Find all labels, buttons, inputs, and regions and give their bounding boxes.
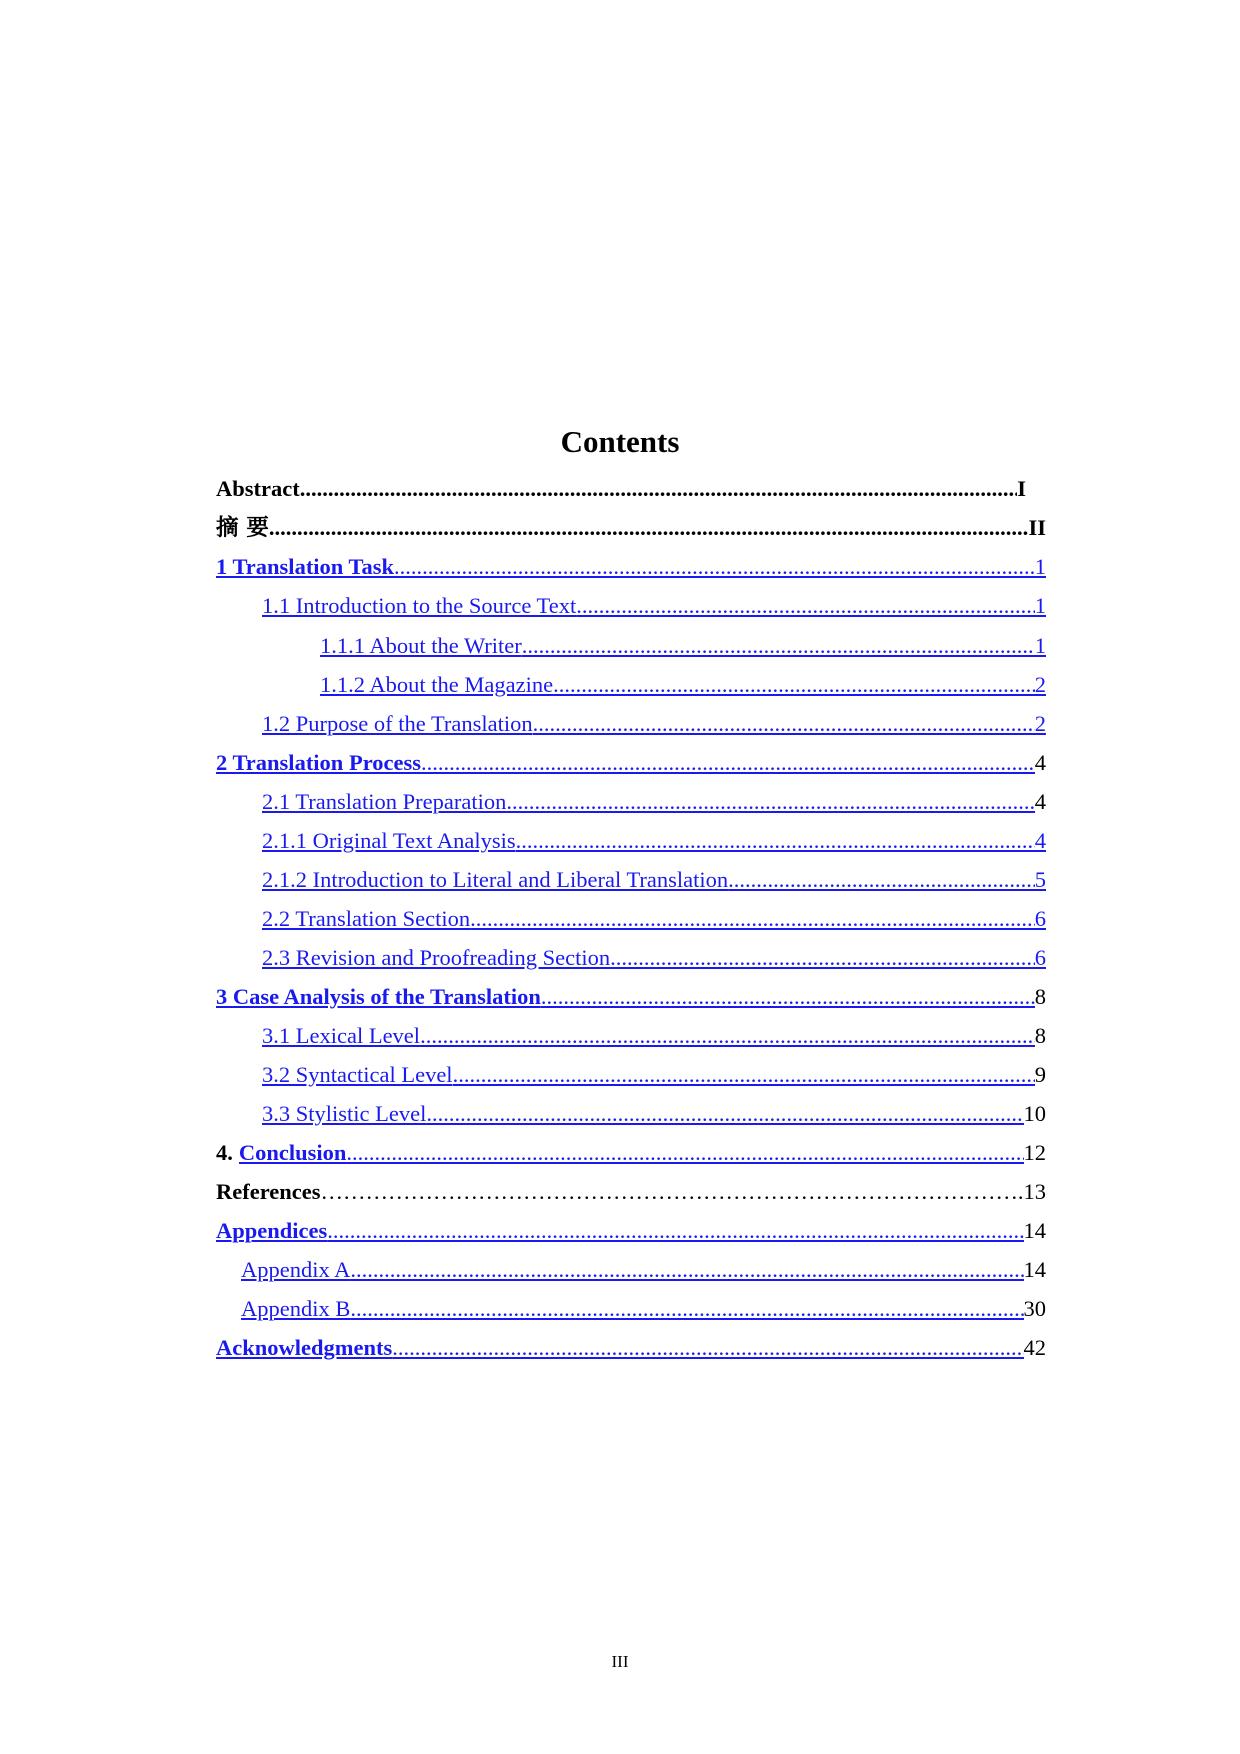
toc-page-number: 2 [1034,711,1046,736]
toc-entry-label: 2 Translation Process [216,750,422,775]
toc-page-number: 10 [1023,1101,1046,1126]
toc-link-translation-section[interactable] [262,903,1046,933]
toc-link-revision-proofreading[interactable] [262,942,1046,972]
toc-page-number: 1 [1034,554,1046,579]
toc-page-number: 4 [1034,789,1046,814]
toc-entry-label: 2.1.1 Original Text Analysis [262,828,516,853]
toc-entry-label: 3.2 Syntactical Level [262,1062,453,1087]
toc-link-about-magazine[interactable] [320,669,1046,699]
toc-leader-dots [728,866,1035,894]
toc-entry-label: 1 Translation Task [216,554,395,579]
toc-page-number: 4 [1034,828,1046,853]
toc-link-appendix-a[interactable] [241,1254,1046,1284]
toc-entry-label: 3 Case Analysis of the Translation [216,984,541,1009]
toc-link-literal-liberal[interactable] [262,864,1046,894]
toc-entry-label: 1.1.1 About the Writer [320,633,522,658]
toc-leader-dots [346,1139,1023,1167]
toc-link-about-writer[interactable] [320,630,1046,660]
toc-link-acknowledgments[interactable] [216,1332,1046,1362]
toc-link-syntactical-level[interactable] [262,1059,1046,1089]
toc-leader-dots [610,944,1035,972]
toc-leader-dots [327,1217,1023,1245]
toc-entry-prefix: 4. [216,1140,233,1165]
toc-page-number: I [1017,476,1026,501]
toc-leader-dots [321,1178,1018,1206]
toc-leader-dots [533,710,1035,738]
toc-link-appendices[interactable] [216,1215,1046,1245]
toc-entry-label: 摘 要 [216,515,269,541]
toc-leader-dots [300,475,1018,503]
toc-entry-label: 2.3 Revision and Proofreading Section [262,945,611,970]
toc-page-number: 4 [1034,750,1046,775]
toc-entry-label: 2.1.2 Introduction to Literal and Liberal Translation [262,867,729,892]
toc-page-number: 8 [1034,984,1046,1009]
toc-entry-label: 3.1 Lexical Level [262,1023,421,1048]
toc-leader-dots [350,1256,1023,1284]
toc-link-translation-process[interactable] [216,747,1046,777]
toc-page-number: .13 [1017,1179,1046,1204]
toc-leader-dots [420,1022,1035,1050]
page-title: Contents [560,424,680,459]
toc-leader-dots [516,827,1035,855]
toc-link-case-analysis[interactable] [216,981,1046,1011]
toc-link-original-text-analysis[interactable] [262,825,1046,855]
toc-entry-label: Appendices [216,1218,328,1243]
toc-page-number: 6 [1034,945,1046,970]
toc-link-translation-task[interactable] [216,551,1046,581]
toc-link-conclusion[interactable] [216,1137,1046,1167]
toc-page-number: 8 [1034,1023,1046,1048]
toc-leader-dots [470,905,1035,933]
toc-leader-dots [350,1295,1023,1323]
toc-leader-dots [541,983,1035,1011]
toc-entry-label: 1.1 Introduction to the Source Text [262,593,577,618]
toc-page-number: 1 [1034,593,1046,618]
toc-leader-dots [421,749,1035,777]
toc-page-number: 9 [1034,1062,1046,1087]
toc-entry-label: Abstract [216,476,300,501]
page-number-footer: III [611,1652,629,1671]
toc-entry-label: Appendix A [241,1257,351,1282]
toc-entry-label: 2.1 Translation Preparation [262,789,507,814]
toc-leader-dots [522,632,1035,660]
toc-leader-dots [269,514,1029,542]
toc-leader-dots [553,671,1035,699]
toc-page-number: 30 [1023,1296,1046,1321]
toc-link-stylistic-level[interactable] [262,1098,1046,1128]
toc-leader-dots [506,788,1034,816]
toc-page-number: 12 [1023,1140,1046,1165]
toc-link-appendix-b[interactable] [241,1293,1046,1323]
toc-page-number: 14 [1023,1257,1046,1282]
toc-leader-dots [453,1061,1035,1089]
toc-entry-label: References [216,1179,321,1204]
toc-entry-label: Acknowledgments [216,1335,393,1360]
toc-entry-label: 2.2 Translation Section [262,906,471,931]
toc-page-number: 2 [1034,672,1046,697]
toc-leader-dots [394,553,1035,581]
toc-page-number: 42 [1023,1335,1046,1360]
toc-link-introduction-source-text[interactable] [262,590,1046,620]
toc-leader-dots [576,592,1035,620]
toc-page-number: 5 [1034,867,1046,892]
toc-entry-chinese-abstract [216,512,1046,542]
toc-page-number: 14 [1023,1218,1046,1243]
toc-link-lexical-level[interactable] [262,1020,1046,1050]
toc-entry-references [216,1176,1046,1206]
toc-entry-label: Conclusion [238,1140,347,1165]
toc-page-number: II [1028,515,1046,540]
toc-link-purpose-translation[interactable] [262,708,1046,738]
toc-page-number: 6 [1034,906,1046,931]
toc-entry-label: 1.2 Purpose of the Translation [262,711,533,736]
toc-leader-dots [426,1100,1023,1128]
toc-entry-abstract [216,473,1026,503]
toc-entry-label: Appendix B [241,1296,351,1321]
toc-link-translation-preparation[interactable] [262,786,1046,816]
toc-entry-label: 1.1.2 About the Magazine [320,672,554,697]
toc-entry-label: 3.3 Stylistic Level [262,1101,427,1126]
toc-leader-dots [392,1334,1023,1362]
toc-page-number: 1 [1034,633,1046,658]
